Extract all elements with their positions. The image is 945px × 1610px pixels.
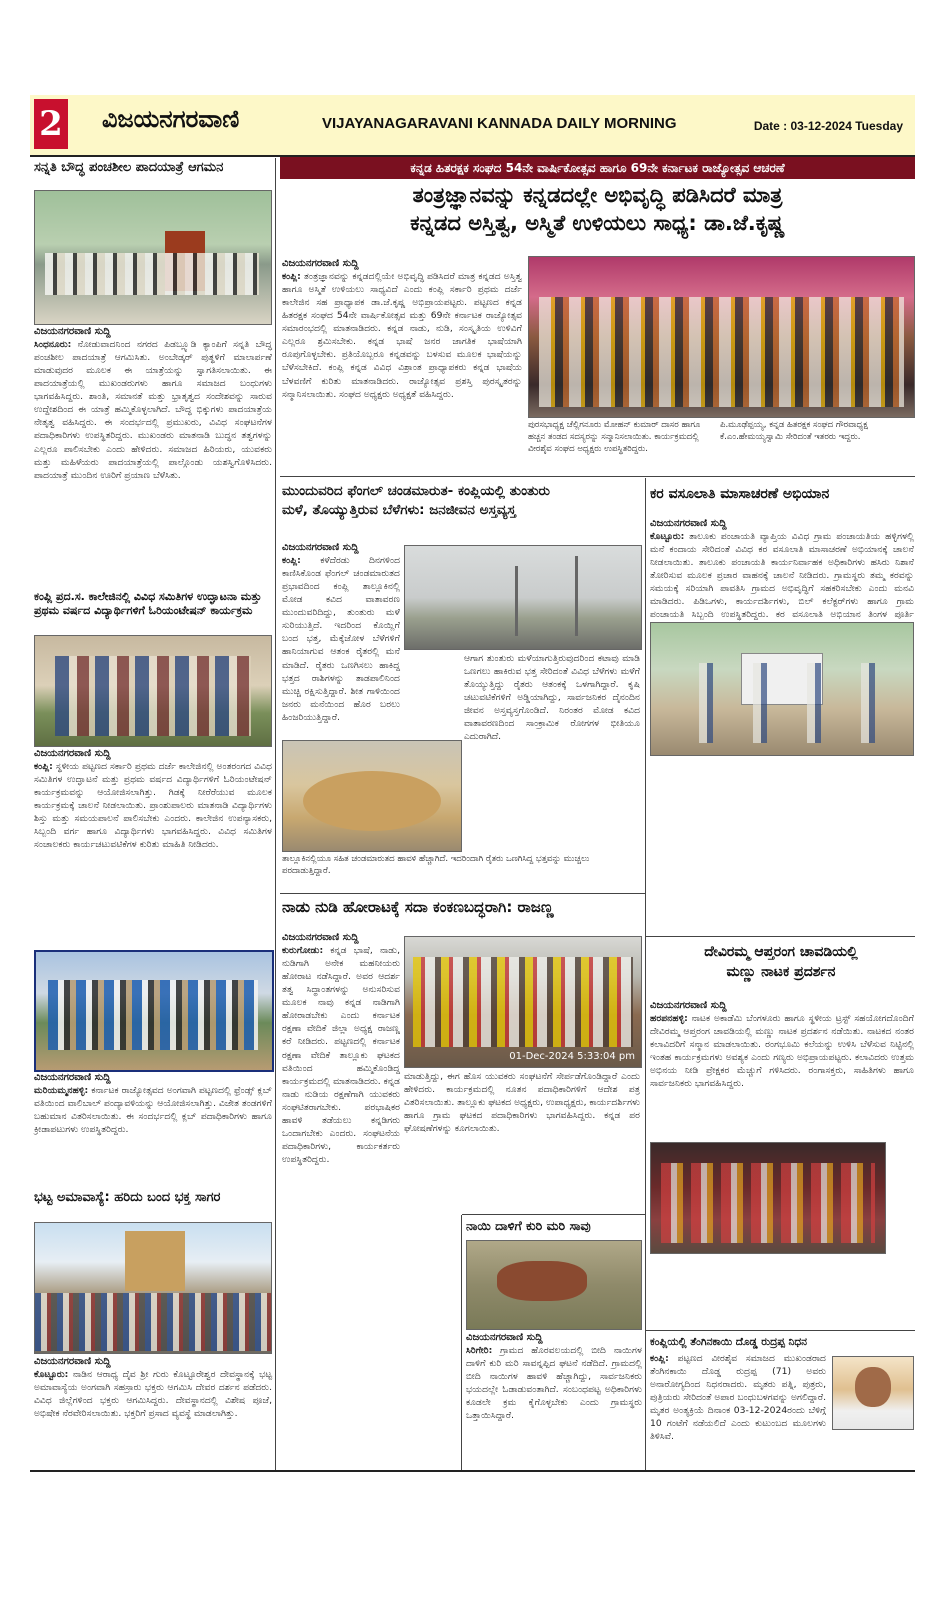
temple-tower [125,1231,185,1291]
street-lamp [515,566,518,636]
lead-photo [528,256,915,418]
news-credit: ವಿಜಯನಗರವಾಣಿ ಸುದ್ದಿ [34,1072,111,1083]
story-body [282,944,400,1204]
story-headline: ಕಂಪ್ಲಿಯಲ್ಲಿ ತೆಂಗಿನಕಾಯಿ ದೊಡ್ಡ ರುದ್ರಪ್ಪ ನಿಧನ [650,1336,808,1348]
story-body [650,1256,914,1326]
story-photo [466,1240,642,1330]
story-text: ನಾಟಕ ಅಕಾಡೆಮಿ ಬೆಂಗಳೂರು ಹಾಗೂ ಸ್ಥಳೀಯ ಟ್ರಸ್ಟ್ ಸಹಯೋಗದೊಂದಿಗೆ ದೇವಿರಮ್ಮ ಆಪ್ತರಂಗ ಚಾವಡಿಯಲ್ಲಿ ಮಣ್ಣು ನಾಟಕ ಪ್ರದರ್ಶನ ನಡೆಯಿತು. ನಾಟಕದ ನಂತರ ಕಲಾವಿದರಿಗೆ ಸನ್ಮಾನ ಮಾಡಲಾಯಿತು. ರಂಗಭೂಮಿ ಕಲೆಯನ್ನು ಉಳಿಸಿ ಬೆಳೆಸುವ ನಿಟ್ಟಿನಲ್ಲಿ ಇಂತಹ ಕಾರ್ಯಕ್ರಮಗಳು ಅವಶ್ಯಕ ಎಂದು ಗಣ್ಯರು ಅಭಿಪ್ರಾಯಪಟ್ಟರು. ಕಲಾವಿದರು ಉತ್ತಮ ಅಭಿನಯ ನೀಡಿ ಪ್ರೇಕ್ಷಕರ ಮೆಚ್ಚುಗೆ ಗಳಿಸಿದರು. ರಂಗಾಸಕ್ತರು, ಸಾಹಿತಿಗಳು ಹಾಗೂ ಸಾರ್ವಜನಿಕರು ಭಾಗವಹಿಸಿದ್ದರು. [650,1013,915,1090]
story-headline-line2: ಮಣ್ಣು ನಾಟಕ ಪ್ರದರ್ಶನ [726,964,836,981]
story-text: ಪಟ್ಟಣದ ವೀರಶೈವ ಸಮಾಜದ ಮುಖಂಡರಾದ ತೆಂಗಿನಕಾಯಿ ದೊಡ್ಡ ರುದ್ರಪ್ಪ (71) ಅವರು ಅನಾರೋಗ್ಯದಿಂದ ನಿಧನರಾದರು. ಮೃತರು ಪತ್ನಿ, ಪುತ್ರರು, ಪುತ್ರಿಯರು ಸೇರಿದಂತೆ ಅಪಾರ ಬಂಧುಬಳಗವನ್ನು ಅಗಲಿದ್ದಾರೆ. ಮೃತರ ಅಂತ್ಯಕ್ರಿಯೆ ದಿನಾಂಕ 03-12-2024ರಂದು ಬೆಳಿಗ್ಗೆ 10 ಗಂಟೆಗೆ ನಡೆಯಲಿದೆ ಎಂದು ಕುಟುಂಬದ ಮೂಲಗಳು ತಿಳಿಸಿವೆ. [650,1353,826,1443]
story-dateline: ಕೊಟ್ಟೂರು: [34,1369,69,1380]
portrait-face [855,1367,891,1407]
story-headline-line1: ಮುಂದುವರಿದ ಫೆಂಗಲ್ ಚಂಡಮಾರುತ- ಕಂಪ್ಲಿಯಲ್ಲಿ ತುಂತುರು [282,483,550,499]
story-dateline: ಸಿರಿಗೇರಿ: [466,1345,493,1356]
story-body [650,530,914,622]
section-rule [280,893,645,894]
paddy-heap [303,771,441,831]
story-dateline: ಕುರುಗೋಡು: [282,945,324,956]
story-text: ತಾಲೂಕು ಪಂಚಾಯತಿ ವ್ಯಾಪ್ತಿಯ ವಿವಿಧ ಗ್ರಾಮ ಪಂಚಾಯತಿಯ ಹಳ್ಳಿಗಳಲ್ಲಿ ಮನೆ ಕಂದಾಯ ಸೇರಿದಂತೆ ವಿವಿಧ ಕರ ವಸೂಲಾತಿ ಮಾಸಾಚರಣೆ ಅಭಿಯಾನಕ್ಕೆ ಚಾಲನೆ ನೀಡಲಾಯಿತು. ತಾಲೂಕು ಪಂಚಾಯತಿ ಕಾರ್ಯನಿರ್ವಾಹಕ ಅಧಿಕಾರಿಗಳು ಹಸಿರು ನಿಶಾನೆ ತೋರಿಸುವ ಮೂಲಕ ಪ್ರಚಾರ ವಾಹನಕ್ಕೆ ಚಾಲನೆ ನೀಡಿದರು. ಗ್ರಾಮಸ್ಥರು ತಮ್ಮ ಕರವನ್ನು ಸಮಯಕ್ಕೆ ಸರಿಯಾಗಿ ಪಾವತಿಸಿ ಗ್ರಾಮದ ಅಭಿವೃದ್ಧಿಗೆ ಸಹಕರಿಸಬೇಕು ಎಂದು ಮನವಿ ಮಾಡಿದರು. ಪಿಡಿಒಗಳು, ಕಾರ್ಯದರ್ಶಿಗಳು, ಬಿಲ್ ಕಲೆಕ್ಟರ್‌ಗಳು ಹಾಗೂ ಗ್ರಾಮ ಪಂಚಾಯತಿ ಸಿಬ್ಬಂದಿ ಉಪಸ್ಥಿತರಿದ್ದರು. ಕರ ವಸೂಲಾತಿ ಅಭಿಯಾನ ತಿಂಗಳ ಪೂರ್ತಿ [650,531,915,621]
story-text: ಸ್ಥಳೀಯ ಪಟ್ಟಣದ ಸರ್ಕಾರಿ ಪ್ರಥಮ ದರ್ಜೆ ಕಾಲೇಜಿನಲ್ಲಿ ಅಂತರಂಗದ ವಿವಿಧ ಸಮಿತಿಗಳ ಉದ್ಘಾಟನೆ ಮತ್ತು ಪ್ರಥಮ ವರ್ಷದ ವಿದ್ಯಾರ್ಥಿಗಳಿಗೆ ಓರಿಯಂಟೇಷನ್ ಕಾರ್ಯಕ್ರಮವನ್ನು ಆಯೋಜಿಸಲಾಗಿತ್ತು. ಗಿಡಕ್ಕೆ ನೀರೆರೆಯುವ ಮೂಲಕ ಕಾರ್ಯಕ್ರಮಕ್ಕೆ ಚಾಲನೆ ನೀಡಲಾಯಿತು. ಪ್ರಾಂಶುಪಾಲರು ಮಾತನಾಡಿ ವಿದ್ಯಾರ್ಥಿಗಳು ಶಿಸ್ತು ಮತ್ತು ಸಮಯಪಾಲನೆ ಪಾಲಿಸಬೇಕು ಎಂದರು. ಕಾಲೇಜಿನ ಉಪನ್ಯಾಸಕರು, ಸಿಬ್ಬಂದಿ ವರ್ಗ ಹಾಗೂ ವಿದ್ಯಾರ್ಥಿಗಳು ಭಾಗವಹಿಸಿದ್ದರು. ವಿವಿಧ ಸಮಿತಿಗಳ ಸಂಚಾಲಕರು ಕಾರ್ಯಚಟುವಟಿಕೆಗಳ ಕುರಿತು ಮಾಹಿತಿ ನೀಡಿದರು. [34,761,273,851]
news-credit: ವಿಜಯನಗರವಾಣಿ ಸುದ್ದಿ [650,518,727,529]
lead-headline-line2: ಕನ್ನಡದ ಅಸ್ತಿತ್ವ, ಅಸ್ಮಿತೆ ಉಳಿಯಲು ಸಾಧ್ಯ: ಡಾ.ಜೆ.ಕೃಷ್ಣ [410,210,785,235]
story-photo [34,190,272,325]
news-credit: ವಿಜಯನಗರವಾಣಿ ಸುದ್ದಿ [466,1332,543,1343]
story-photo [34,950,274,1072]
story-photo [34,1222,272,1354]
story-photo [650,622,914,756]
story-photo [282,740,462,852]
column-divider [461,1215,462,1470]
story-dateline: ಮರಿಯಮ್ಮನಹಳ್ಳಿ: [34,1085,89,1096]
newspaper-title-kannada: ವಿಜಯನಗರವಾಣಿ [102,105,240,133]
section-rule [646,1330,915,1331]
officials-group [659,663,905,743]
people-group [55,656,251,736]
story-dateline: ಹರಪನಹಳ್ಳಿ: [650,1013,688,1024]
photo-caption: ಪಿ.ಮೂಢೆಪ್ಪಯ್ಯ, ಕನ್ನಡ ಹಿತರಕ್ಷಕ ಸಂಘದ ಗೌರವಾಧ್ಯಕ್ಷ ಕೆ.ಎಂ.ಹೇಮಯ್ಯಸ್ವಾಮಿ ಸೇರಿದಂತೆ ಇತರರು ಇದ್ದರು. [720,420,868,442]
dead-lamb [497,1261,587,1301]
photo-caption: ತಾಲ್ಲೂಕಿನಲ್ಲಿಯೂ ಸಹಿತ ಚಂಡಮಾರುತದ ಹಾವಳಿ ಹೆಚ್ಚಾಗಿದೆ. ಇದರಿಂದಾಗಿ ರೈತರು ಒಣಗಿಸಿದ್ದ ಭತ್ತವನ್ನು ಮುಚ್ಚಲು ಪರದಾಡುತ್ತಿದ್ದಾರೆ. [282,854,590,876]
event-ribbon: ಕನ್ನಡ ಹಿತರಕ್ಷಕ ಸಂಘದ 54ನೇ ವಾರ್ಷಿಕೋತ್ಸವ ಹಾಗೂ 69ನೇ ಕರ್ನಾಟಕ ರಾಜ್ಯೋತ್ಸವ ಆಚರಣೆ [280,157,915,179]
story-text: ತಂತ್ರಜ್ಞಾನವನ್ನು ಕನ್ನಡದಲ್ಲಿಯೇ ಅಭಿವೃದ್ಧಿ ಪಡಿಸಿದರೆ ಮಾತ್ರ ಕನ್ನಡದ ಅಸ್ತಿತ್ವ ಹಾಗೂ ಅಸ್ಮಿತೆ ಉಳಿಯಲು ಸಾಧ್ಯವಿದೆ ಎಂದು ಕಂಪ್ಲಿ ಸರ್ಕಾರಿ ಪ್ರಥಮ ದರ್ಜೆ ಕಾಲೇಜಿನ ಸಹ ಪ್ರಾಧ್ಯಾಪಕ ಡಾ.ಜೆ.ಕೃಷ್ಣ ಅಭಿಪ್ರಾಯಪಟ್ಟರು. ಪಟ್ಟಣದ ಕನ್ನಡ ಹಿತರಕ್ಷಕ ಸಂಘದ 54ನೇ ವಾರ್ಷಿಕೋತ್ಸವ ಮತ್ತು 69ನೇ ಕರ್ನಾಟಕ ರಾಜ್ಯೋತ್ಸವ ಸಮಾರಂಭದಲ್ಲಿ ಮಾತನಾಡಿದರು. ಕನ್ನಡ ನಾಡು, ನುಡಿ, ಸಂಸ್ಕೃತಿಯ ಉಳಿವಿಗೆ ಎಲ್ಲರೂ ಶ್ರಮಿಸಬೇಕು. ಕನ್ನಡ ಭಾಷೆ ಜನರ ಜಾಗತಿಕ ಭಾಷೆಯಾಗಿ ರೂಪುಗೊಳ್ಳಬೇಕು. ಪ್ರತಿಯೊಬ್ಬರೂ ಕನ್ನಡವನ್ನು ಬಳಸುವ ಮೂಲಕ ಭಾಷೆಯನ್ನು ಬೆಳೆಸಬೇಕಿದೆ. ಕಂಪ್ಲಿ ಕನ್ನಡ ವಿವಿಧ ವಿಶ್ರಾಂತ ಪ್ರಾಧ್ಯಾಪಕರು ಕನ್ನಡ ಭಾಷೆಯ ಬೆಳವಣಿಗೆ ಕುರಿತು ಮಾತನಾಡಿದರು. ರಾಜ್ಯೋತ್ಸವ ಪ್ರಶಸ್ತಿ ಪುರಸ್ಕೃತರನ್ನು ಸನ್ಮಾನಿಸಲಾಯಿತು. ಸಂಘದ ಅಧ್ಯಕ್ಷರು ಅಧ್ಯಕ್ಷತೆ ವಹಿಸಿದ್ದರು. [282,271,522,400]
felicitation-group [539,297,904,407]
section-rule [646,936,915,937]
story-text: ಕಳೆದೆರಡು ದಿನಗಳಿಂದ ಕಾಣಿಸಿಕೊಂಡ ಫೆಂಗಲ್ ಚಂಡಮಾರುತದ ಪ್ರಭಾವದಿಂದ ಕಂಪ್ಲಿ ತಾಲ್ಲೂಕಿನಲ್ಲಿ ಮೋಡ ಕವಿದ ವಾತಾವರಣ ಮುಂದುವರಿದಿದ್ದು, ತುಂತುರು ಮಳೆ ಸುರಿಯುತ್ತಿದೆ. ಇದರಿಂದ ಕೊಯ್ಲಿಗೆ ಬಂದ ಭತ್ತ, ಮೆಕ್ಕೆಜೋಳ ಬೆಳೆಗಳಿಗೆ ಹಾನಿಯಾಗುವ ಆತಂಕ ರೈತರಲ್ಲಿ ಮನೆ ಮಾಡಿದೆ. ರೈತರು ಒಣಗಿಸಲು ಹಾಕಿದ್ದ ಭತ್ತದ ರಾಶಿಗಳನ್ನು ತಾಡಪಾಲಿನಿಂದ ಮುಚ್ಚಿ ರಕ್ಷಿಸುತ್ತಿದ್ದಾರೆ. ಶೀತ ಗಾಳಿಯಿಂದ ಜನರು ಮನೆಯಿಂದ ಹೊರ ಬರಲು ಹಿಂಜರಿಯುತ್ತಿದ್ದಾರೆ. [282,555,401,723]
story-dateline: ಕಂಪ್ಲಿ: [34,761,53,772]
story-body [282,554,400,744]
story-photo [650,1142,886,1254]
news-credit: ವಿಜಯನಗರವಾಣಿ ಸುದ್ದಿ [650,1000,727,1011]
story-body [34,1084,272,1180]
devotees-crowd [35,1293,271,1351]
story-text: ಕರ್ನಾಟಕ ರಾಜ್ಯೋತ್ಸವದ ಅಂಗವಾಗಿ ಪಟ್ಟಣದಲ್ಲಿ ಫ್ರೆಂಡ್ಸ್ ಕ್ಲಬ್ ವತಿಯಿಂದ ವಾಲಿಬಾಲ್ ಪಂದ್ಯಾವಳಿಯನ್ನು ಆಯೋಜಿಸಲಾಗಿತ್ತು. ವಿಜೇತ ತಂಡಗಳಿಗೆ ಬಹುಮಾನ ವಿತರಿಸಲಾಯಿತು. ಈ ಸಂದರ್ಭದಲ್ಲಿ ಕ್ಲಬ್ ಪದಾಧಿಕಾರಿಗಳು ಹಾಗೂ ಕ್ರೀಡಾಪಟುಗಳು ಉಪಸ್ಥಿತರಿದ್ದರು. [34,1085,272,1136]
issue-date: Date : 03-12-2024 Tuesday [753,119,903,133]
lead-headline-line1: ತಂತ್ರಜ್ಞಾನವನ್ನು ಕನ್ನಡದಲ್ಲೇ ಅಭಿವೃದ್ಧಿ ಪಡಿಸಿದರೆ ಮಾತ್ರ [412,183,783,207]
section-rule [462,1214,645,1215]
team-players [48,980,258,1050]
story-dateline: ಸಿಂಧನೂರು: [34,339,72,350]
story-headline-line1: ದೇವಿರಮ್ಮ ಆಪ್ತರಂಗ ಚಾವಡಿಯಲ್ಲಿ [704,944,858,960]
news-credit: ವಿಜಯನಗರವಾಣಿ ಸುದ್ದಿ [34,1356,111,1367]
story-dateline: ಕೊಟ್ಟೂರು: [650,531,685,542]
story-headline: ಕರ ವಸೂಲಾತಿ ಮಾಸಾಚರಣೆ ಅಭಿಯಾನ [650,486,830,502]
photo-timestamp: 01-Dec-2024 5:33:04 pm [509,1051,635,1062]
story-text: ನಾಡಿನ ಆರಾಧ್ಯ ದೈವ ಶ್ರೀ ಗುರು ಕೊಟ್ಟೂರೇಶ್ವರ ದೇವಸ್ಥಾನಕ್ಕೆ ಭಟ್ಟ ಅಮಾವಾಸ್ಯೆಯ ಅಂಗವಾಗಿ ಸಹಸ್ರಾರು ಭಕ್ತರು ಆಗಮಿಸಿ ದೇವರ ದರ್ಶನ ಪಡೆದರು. ವಿವಿಧ ಜಿಲ್ಲೆಗಳಿಂದ ಭಕ್ತರು ಆಗಮಿಸಿದ್ದರು. ದೇವಸ್ಥಾನದಲ್ಲಿ ವಿಶೇಷ ಪೂಜೆ, ಅಭಿಷೇಕ ನೆರವೇರಿಸಲಾಯಿತು. ಭಕ್ತರಿಗೆ ಪ್ರಸಾದ ವ್ಯವಸ್ಥೆ ಮಾಡಲಾಗಿತ್ತು. [34,1369,273,1420]
story-headline: ಭಟ್ಟ ಅಮಾವಾಸ್ಯೆ: ಹರಿದು ಬಂದ ಭಕ್ತ ಸಾಗರ [34,1190,221,1205]
activists-group [413,957,633,1047]
story-text: ಗ್ರಾಮದ ಹೊರವಲಯದಲ್ಲಿ ಬೀದಿ ನಾಯಿಗಳ ದಾಳಿಗೆ ಕುರಿ ಮರಿ ಸಾವನ್ನಪ್ಪಿದ ಘಟನೆ ನಡೆದಿದೆ. ಗ್ರಾಮದಲ್ಲಿ ಬೀದಿ ನಾಯಿಗಳ ಹಾವಳಿ ಹೆಚ್ಚಾಗಿದ್ದು, ಸಾರ್ವಜನಿಕರು ಭಯದಲ್ಲೇ ಓಡಾಡುವಂತಾಗಿದೆ. ಸಂಬಂಧಪಟ್ಟ ಅಧಿಕಾರಿಗಳು ಕೂಡಲೇ ಕ್ರಮ ಕೈಗೊಳ್ಳಬೇಕು ಎಂದು ಗ್ರಾಮಸ್ಥರು ಒತ್ತಾಯಿಸಿದ್ದಾರೆ. [466,1345,642,1422]
story-body [34,1368,272,1466]
story-body: ಮಾಡುತ್ತಿದ್ದು, ಈಗ ಹೊಸ ಯುವಕರು ಸಂಘಟನೆಗೆ ಸೇರ್ಪಡೆಗೊಂಡಿದ್ದಾರೆ ಎಂದು ಹೇಳಿದರು. ಕಾರ್ಯಕ್ರಮದಲ್ಲಿ ನೂತನ ಪದಾಧಿಕಾರಿಗಳಿಗೆ ಆದೇಶ ಪತ್ರ ವಿತರಿಸಲಾಯಿತು. ತಾಲ್ಲೂಕು ಘಟಕದ ಅಧ್ಯಕ್ಷರು, ಉಪಾಧ್ಯಕ್ಷರು, ಕಾರ್ಯದರ್ಶಿಗಳು ಹಾಗೂ ಗ್ರಾಮ ಘಟಕದ ಪದಾಧಿಕಾರಿಗಳು ಭಾಗವಹಿಸಿದ್ದರು. ಕನ್ನಡ ಪರ ಘೋಷಣೆಗಳನ್ನು ಕೂಗಲಾಯಿತು. [404,1071,640,1135]
masthead [30,95,915,157]
story-headline [282,482,642,520]
story-body [650,760,914,930]
story-text: ಕನ್ನಡ ಭಾಷೆ, ನಾಡು, ನುಡಿಗಾಗಿ ಅನೇಕ ಮಹನೀಯರು ಹೋರಾಟ ನಡೆಸಿದ್ದಾರೆ. ಅವರ ಆದರ್ಶ ತತ್ವ ಸಿದ್ಧಾಂತಗಳನ್ನು ಅನುಸರಿಸುವ ಮೂಲಕ ನಾವು ಕನ್ನಡ ನಾಡಿಗಾಗಿ ಹೋರಾಡಬೇಕು ಎಂದು ಕರ್ನಾಟಕ ರಕ್ಷಣಾ ವೇದಿಕೆ ಜಿಲ್ಲಾ ಅಧ್ಯಕ್ಷ ರಾಜಣ್ಣ ಕರೆ ನೀಡಿದರು. ಪಟ್ಟಣದಲ್ಲಿ ಕರ್ನಾಟಕ ರಕ್ಷಣಾ ವೇದಿಕೆ ತಾಲ್ಲೂಕು ಘಟಕದ ವತಿಯಿಂದ ಹಮ್ಮಿಕೊಂಡಿದ್ದ ಕಾರ್ಯಕ್ರಮದಲ್ಲಿ ಮಾತನಾಡಿದರು. ಕನ್ನಡ ನಾಡು ನುಡಿಯ ರಕ್ಷಣೆಗಾಗಿ ಯುವಕರು ಸಂಘಟಿತರಾಗಬೇಕು. ಪರಭಾಷಿಕರ ಹಾವಳಿ ತಡೆಯಲು ಕನ್ನಡಿಗರು ಒಂದಾಗಬೇಕು ಎಂದರು. ಸಂಘಟನೆಯ ಪದಾಧಿಕಾರಿಗಳು, ಕಾರ್ಯಕರ್ತರು ಉಪಸ್ಥಿತರಿದ್ದರು. [282,945,400,1165]
story-body [650,1012,914,1140]
page-number: 2 [34,99,68,149]
story-text: ನೋಡುವಾದನಿಂದ ನಗರದ ಪಿಡಬ್ಲ್ಯೂಡಿ ಕ್ಯಾಂಪಿಗೆ ಸನ್ನತಿ ಬೌದ್ಧ ಪಂಚಶೀಲ ಪಾದಯಾತ್ರೆ ಆಗಮಿಸಿತು. ಅಂಬೇಡ್ಕರ್ ಪುತ್ಥಳಿಗೆ ಮಾಲಾರ್ಪಣೆ ಮಾಡುವುದರ ಮೂಲಕ ಈ ಯಾತ್ರೆಯನ್ನು ಸ್ವಾಗತಿಸಲಾಯಿತು. ಈ ಪಾದಯಾತ್ರೆಯಲ್ಲಿ ಮುಖಂಡರುಗಳು ಹಾಗೂ ಸಮಾಜದ ಬಂಧುಗಳು ಭಾಗವಹಿಸಿದ್ದರು. ಶಾಂತಿ, ಸಮಾನತೆ ಮತ್ತು ಭ್ರಾತೃತ್ವದ ಸಂದೇಶವನ್ನು ಸಾರುವ ಉದ್ದೇಶದಿಂದ ಈ ಯಾತ್ರೆ ಹಮ್ಮಿಕೊಳ್ಳಲಾಗಿದೆ. ಬೌದ್ಧ ಭಿಕ್ಕುಗಳು ಪಾದಯಾತ್ರೆಯ ನೇತೃತ್ವ ವಹಿಸಿದ್ದರು. ಈ ಸಂದರ್ಭದಲ್ಲಿ ಪ್ರಮುಖರು, ವಿವಿಧ ಸಂಘಟನೆಗಳ ಪದಾಧಿಕಾರಿಗಳು ಉಪಸ್ಥಿತರಿದ್ದರು. ಮುಖಂಡರು ಮಾತನಾಡಿ ಬುದ್ಧನ ತತ್ವಗಳನ್ನು ಎಲ್ಲರೂ ಪಾಲಿಸಬೇಕು ಎಂದು ಹೇಳಿದರು. ಸಮಾಜದ ಹಿರಿಯರು, ಯುವಕರು ಮತ್ತು ಮಹಿಳೆಯರು ಪಾದಯಾತ್ರೆಯಲ್ಲಿ ಪಾಲ್ಗೊಂಡು ಯಶಸ್ವಿಗೊಳಿಸಿದರು. ಪಾದಯಾತ್ರೆ ಮುಂದಿನ ಊರಿಗೆ ಪ್ರಯಾಣ ಬೆಳೆಸಿತು. [34,339,272,481]
news-credit: ವಿಜಯನಗರವಾಣಿ ಸುದ್ದಿ [282,542,359,553]
story-headline: ನಾಡು ನುಡಿ ಹೋರಾಟಕ್ಕೆ ಸದಾ ಕಂಕಣಬದ್ಧರಾಗಿ: ರಾಜಣ್ಣ [282,898,554,916]
news-credit: ವಿಜಯನಗರವಾಣಿ ಸುದ್ದಿ [282,932,359,943]
news-credit: ವಿಜಯನಗರವಾಣಿ ಸುದ್ದಿ [34,326,111,337]
news-credit: ವಿಜಯನಗರವಾಣಿ ಸುದ್ದಿ [34,748,111,759]
story-headline-line2: ಮಳೆ, ತೊಯ್ಯುತ್ತಿರುವ ಬೆಳೆಗಳು: ಜನಜೀವನ ಅಸ್ತವ್ಯಸ್ತ [282,501,516,518]
story-body [466,1344,642,1466]
photo-caption: ಪುರಸಭಾಧ್ಯಕ್ಷ ಚೆಲ್ಲಿಗನೂರು ಮೋಹನ್ ಕುಮಾರ್ ದಾಸರ ಹಾಗೂ ಹಚ್ಚನ ತಂಡದ ಸದಸ್ಯರನ್ನು ಸನ್ಮಾನಿಸಲಾಯಿತು. ಕಾರ್ಯಕ್ರಮದಲ್ಲಿ ವೀರಶೈವ ಸಂಘದ ಅಧ್ಯಕ್ಷರು ಉಪಸ್ಥಿತರಿದ್ದರು. [528,420,701,454]
story-photo [404,936,642,1068]
story-dateline: ಕಂಪ್ಲಿ: [282,555,301,566]
page-bottom-rule [30,1470,915,1472]
lead-headline [282,182,913,237]
newspaper-title-english: VIJAYANAGARAVANI KANNADA DAILY MORNING [322,115,677,132]
story-headline: ಕಂಪ್ಲಿ ಪ್ರದ.ಸ. ಕಾಲೇಜಿನಲ್ಲಿ ವಿವಿಧ ಸಮಿತಿಗಳ ಉದ್ಘಾಟನಾ ಮತ್ತು ಪ್ರಥಮ ವರ್ಷದ ವಿದ್ಯಾರ್ಥಿಗಳಿಗೆ ಓರಿಯಂಟೇಷನ್ ಕಾರ್ಯಕ್ರಮ [34,590,262,617]
story-headline: ಸನ್ನತಿ ಬೌದ್ಧ ಪಂಚಶೀಲ ಪಾದಯಾತ್ರೆ ಆಗಮನ [34,160,224,175]
story-body [34,338,272,576]
story-dateline: ಕಂಪ್ಲಿ: [282,271,301,282]
column-divider [645,478,646,1470]
news-credit: ವಿಜಯನಗರವಾಣಿ ಸುದ್ದಿ [282,258,359,269]
crowd-figures [45,253,259,295]
column-divider [275,158,276,1470]
section-rule [280,476,915,477]
story-photo [34,635,272,747]
story-body [34,760,272,940]
story-dateline: ಕಂಪ್ಲಿ: [650,1353,669,1364]
story-headline: ನಾಯಿ ದಾಳಿಗೆ ಕುರಿ ಮರಿ ಸಾವು [466,1218,591,1233]
stage-performers [661,1163,875,1243]
obituary-portrait [832,1356,914,1430]
story-headline [650,942,912,983]
street-lamp [575,556,578,636]
story-body [282,270,522,418]
story-body: ಆಗಾಗ ತುಂತುರು ಮಳೆಯಾಗುತ್ತಿರುವುದರಿಂದ ಕಟಾವು ಮಾಡಿ ಒಣಗಲು ಹಾಕಿರುವ ಭತ್ತ ಸೇರಿದಂತೆ ವಿವಿಧ ಬೆಳೆಗಳು ಮಳೆಗೆ ತೊಯ್ಯುತ್ತಿದ್ದು ರೈತರು ಆತಂಕಕ್ಕೆ ಒಳಗಾಗಿದ್ದಾರೆ. ಕೃಷಿ ಚಟುವಟಿಕೆಗಳಿಗೆ ಅಡ್ಡಿಯಾಗಿದ್ದು, ಸಾರ್ವಜನಿಕರ ದೈನಂದಿನ ಜೀವನ ಅಸ್ತವ್ಯಸ್ತಗೊಂಡಿದೆ. ನಿರಂತರ ಮೋಡ ಕವಿದ ವಾತಾವರಣದಿಂದ ಸಾಂಕ್ರಾಮಿಕ ರೋಗಗಳ ಭೀತಿಯೂ ಎದುರಾಗಿದೆ. [464,653,640,743]
story-photo [404,545,642,650]
story-body [650,1352,826,1466]
